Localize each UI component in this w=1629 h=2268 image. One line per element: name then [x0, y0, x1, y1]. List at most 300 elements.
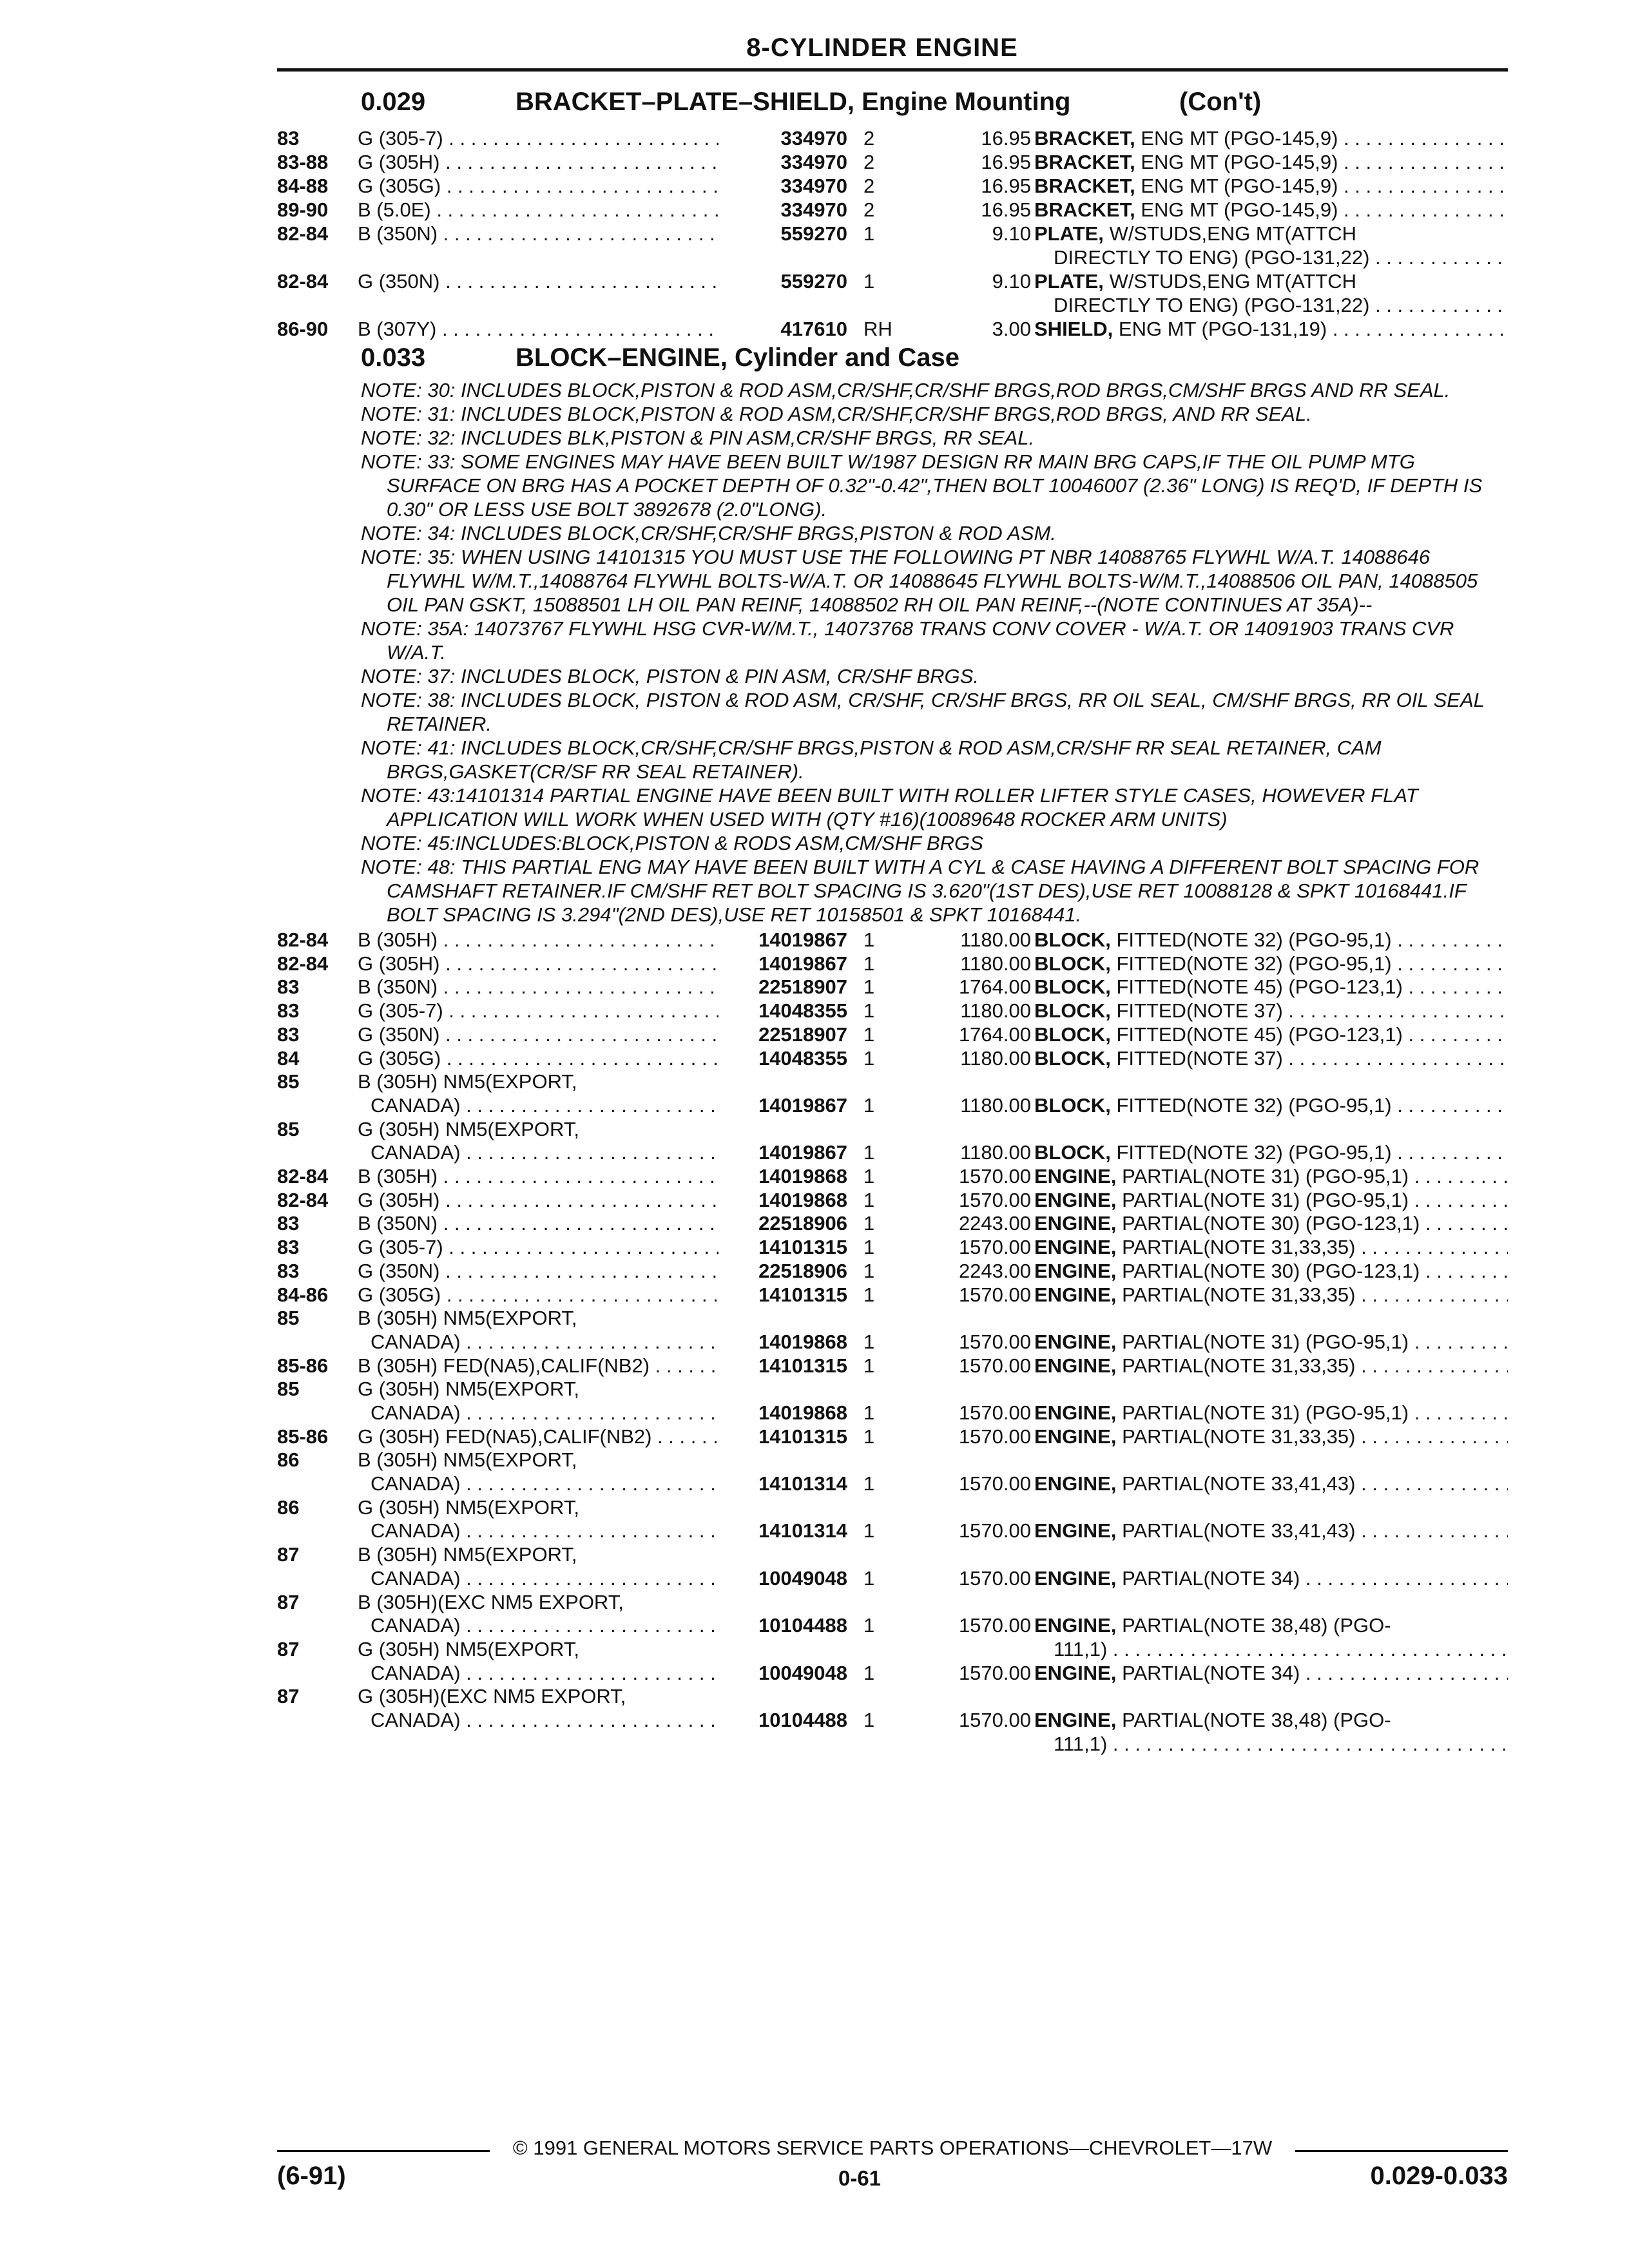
footer-page-number: 0-61	[838, 2166, 882, 2190]
vehicle-model: G (305G) . . .	[358, 1046, 718, 1070]
quantity: 1	[863, 952, 875, 975]
price: 1570.00	[958, 1236, 1031, 1259]
vehicle-model: B (305H) . . .	[358, 1164, 718, 1188]
part-description-text: ENG MT (PGO-145,9)	[1141, 175, 1338, 197]
model-year: 85-86	[277, 1425, 329, 1448]
table-row	[277, 1259, 1508, 1283]
vehicle-model-cont: CANADA) . . .	[371, 1613, 718, 1637]
table-row	[277, 1070, 1508, 1117]
part-description	[1034, 999, 1508, 1023]
table-row	[277, 1235, 1508, 1259]
table-row	[277, 1377, 1508, 1424]
price: 2243.00	[958, 1259, 1031, 1282]
model-year: 86	[277, 1448, 300, 1472]
part-type-keyword: ENGINE,	[1034, 1661, 1117, 1684]
part-type-keyword: ENGINE,	[1034, 1401, 1117, 1424]
note-item: NOTE: 34: INCLUDES BLOCK,CR/SHF,CR/SHF BRGS,PISTON & ROD ASM.	[361, 522, 1056, 544]
table-row	[277, 928, 1508, 952]
part-description	[1034, 1519, 1508, 1542]
vehicle-model: G (305H) NM5(EXPORT,	[358, 1495, 579, 1519]
vehicle-model: B (305H) FED(NA5),CALIF(NB2) . . .	[358, 1354, 718, 1378]
price: 1570.00	[958, 1661, 1031, 1684]
part-type-keyword: BLOCK,	[1034, 1046, 1111, 1070]
part-type-keyword: BRACKET,	[1034, 151, 1135, 173]
part-type-keyword: ENGINE,	[1034, 1259, 1117, 1282]
model-year: 84	[277, 1046, 300, 1070]
part-description-text: PARTIAL(NOTE 33,41,43)	[1122, 1519, 1356, 1542]
table-row	[277, 1023, 1508, 1046]
vehicle-model-cont: CANADA) . . .	[371, 1330, 718, 1354]
price: 16.95	[981, 175, 1031, 197]
part-type-keyword: ENGINE,	[1034, 1519, 1117, 1542]
note-item: NOTE: 30: INCLUDES BLOCK,PISTON & ROD ASM,CR/SHF,CR/SHF BRGS,ROD BRGS,CM/SHF BRGS AND RR SEAL.	[361, 379, 1451, 401]
part-number: 559270	[780, 222, 847, 245]
model-year: 82-84	[277, 952, 329, 975]
part-number: 22518906	[758, 1212, 847, 1235]
note-item: NOTE: 41: INCLUDES BLOCK,CR/SHF,CR/SHF BRGS,PISTON & ROD ASM,CR/SHF RR SEAL RETAINER, CAM BRGS,GASKET(CR/SF RR SEAL RETAINER).	[361, 736, 1382, 783]
quantity: 1	[863, 1354, 875, 1377]
part-description-cont: DIRECTLY TO ENG) (PGO-131,22) . . .	[1054, 293, 1508, 317]
part-description-text: PARTIAL(NOTE 34)	[1122, 1661, 1300, 1684]
vehicle-model: G (305-7) . . .	[358, 126, 718, 150]
model-year: 83	[277, 975, 300, 999]
quantity: 1	[863, 1566, 875, 1590]
table-row	[277, 269, 1508, 317]
quantity: 1	[863, 999, 875, 1023]
part-number: 14019868	[758, 1401, 847, 1424]
part-number: 10104488	[758, 1614, 847, 1637]
price: 1570.00	[958, 1330, 1031, 1353]
model-year: 82-84	[277, 1165, 329, 1187]
price: 1180.00	[960, 1046, 1031, 1070]
price: 1570.00	[958, 1425, 1031, 1448]
part-description-text: PARTIAL(NOTE 31,33,35)	[1122, 1354, 1356, 1377]
part-description-text: PARTIAL(NOTE 30) (PGO-123,1)	[1122, 1259, 1420, 1282]
part-number: 14019867	[758, 952, 847, 975]
price: 1570.00	[958, 1401, 1031, 1424]
part-description-text: W/STUDS,ENG MT(ATTCH	[1109, 270, 1357, 293]
part-type-keyword: BLOCK,	[1034, 975, 1111, 999]
page-title: 8-CYLINDER ENGINE	[746, 34, 1018, 62]
part-number: 14101314	[758, 1472, 847, 1495]
part-description	[1034, 1235, 1508, 1259]
vehicle-model-cont: CANADA) . . .	[371, 1472, 718, 1495]
part-description	[1034, 928, 1508, 952]
quantity: 1	[863, 1046, 875, 1070]
part-description	[1034, 1472, 1508, 1495]
part-description	[1034, 269, 1508, 293]
part-type-keyword: ENGINE,	[1034, 1236, 1117, 1259]
vehicle-model: G (305G) . . .	[358, 1283, 718, 1307]
part-description	[1034, 1164, 1508, 1188]
part-number: 14048355	[758, 1046, 847, 1070]
part-description-text: FITTED(NOTE 37)	[1116, 1046, 1283, 1070]
part-number: 334970	[780, 127, 847, 149]
quantity: 1	[863, 1165, 875, 1187]
vehicle-model-cont: CANADA) . . .	[371, 1093, 718, 1117]
part-number: 14019867	[758, 1141, 847, 1164]
part-type-keyword: ENGINE,	[1034, 1472, 1117, 1495]
quantity: 1	[863, 1023, 875, 1046]
note-item: NOTE: 43:14101314 PARTIAL ENGINE HAVE BEEN BUILT WITH ROLLER LIFTER STYLE CASES, HOWEVER FLAT APPLICATION WILL WORK WHEN USED WITH (QTY #16)(10089648 ROCKER ARM UNITS)	[361, 784, 1418, 831]
vehicle-model: B (305H) NM5(EXPORT,	[358, 1448, 577, 1472]
part-description-text: FITTED(NOTE 32) (PGO-95,1)	[1116, 1141, 1392, 1164]
vehicle-model: B (305H) . . .	[358, 928, 718, 952]
model-year: 87	[277, 1638, 300, 1660]
model-year: 86-90	[277, 318, 329, 340]
part-description-text: FITTED(NOTE 45) (PGO-123,1)	[1116, 975, 1403, 999]
vehicle-model: B (350N) . . .	[358, 975, 718, 999]
table-row	[277, 975, 1508, 999]
part-number: 14019868	[758, 1330, 847, 1353]
vehicle-model: G (305-7) . . .	[358, 1235, 718, 1259]
note-item: NOTE: 48: THIS PARTIAL ENG MAY HAVE BEEN BUILT WITH A CYL & CASE HAVING A DIFFERENT BOLT SPACING FOR CAMSHAFT RETAINER.IF CM/SHF RET BOLT SPACING IS 3.620"(1ST DES),USE RET 10088128 & SPKT 10168441.IF BOLT SPACING IS 3.294"(2ND DES),USE RET 10158501 & SPKT 10168441.	[361, 856, 1480, 926]
note-item: NOTE: 31: INCLUDES BLOCK,PISTON & ROD ASM,CR/SHF,CR/SHF BRGS,ROD BRGS, AND RR SEAL.	[361, 403, 1312, 425]
model-year: 86	[277, 1495, 300, 1519]
vehicle-model: G (305H) FED(NA5),CALIF(NB2) . . .	[358, 1425, 718, 1448]
quantity: 1	[863, 1141, 875, 1164]
part-number: 22518907	[758, 1023, 847, 1046]
quantity: 2	[863, 151, 875, 173]
model-year: 85	[277, 1307, 300, 1330]
vehicle-model: G (305H) . . .	[358, 1188, 718, 1212]
footer-copyright: © 1991 GENERAL MOTORS SERVICE PARTS OPERATIONS—CHEVROLET—17W	[512, 2137, 1273, 2159]
model-year: 85-86	[277, 1354, 329, 1377]
vehicle-model: G (350N) . . .	[358, 1023, 718, 1046]
price: 1180.00	[960, 999, 1031, 1023]
part-description-cont: 111,1) . . .	[1054, 1637, 1508, 1661]
vehicle-model-cont: CANADA) . . .	[371, 1519, 718, 1542]
part-number: 14019868	[758, 1188, 847, 1211]
vehicle-model: G (305H) NM5(EXPORT,	[358, 1378, 579, 1401]
quantity: 2	[863, 127, 875, 149]
part-description	[1034, 952, 1508, 975]
model-year: 87	[277, 1685, 300, 1708]
part-description	[1034, 1566, 1508, 1590]
quantity: 1	[863, 1236, 875, 1259]
quantity: 1	[863, 1519, 875, 1542]
quantity: 2	[863, 175, 875, 197]
part-description-text: PARTIAL(NOTE 38,48) (PGO-	[1122, 1614, 1391, 1637]
part-type-keyword: PLATE,	[1034, 270, 1104, 293]
section-heading-0033	[361, 343, 1508, 376]
table-row	[277, 1448, 1508, 1495]
part-description-text: FITTED(NOTE 37)	[1116, 999, 1283, 1023]
header-rule	[277, 68, 1508, 72]
part-description	[1034, 1401, 1508, 1425]
part-description-text: PARTIAL(NOTE 31,33,35)	[1122, 1283, 1356, 1306]
part-description	[1034, 1023, 1508, 1046]
vehicle-model: G (305H) . . .	[358, 952, 718, 975]
price: 16.95	[981, 127, 1031, 149]
part-type-keyword: BRACKET,	[1034, 175, 1135, 197]
part-type-keyword: ENGINE,	[1034, 1188, 1117, 1211]
table-row	[277, 1211, 1508, 1235]
vehicle-model: B (305H) NM5(EXPORT,	[358, 1543, 577, 1566]
model-year: 82-84	[277, 270, 329, 293]
part-type-keyword: ENGINE,	[1034, 1165, 1117, 1187]
part-type-keyword: BRACKET,	[1034, 198, 1135, 221]
table-row	[277, 126, 1508, 150]
price: 1570.00	[958, 1614, 1031, 1637]
part-description-text: PARTIAL(NOTE 31) (PGO-95,1)	[1122, 1165, 1409, 1187]
part-type-keyword: SHIELD,	[1034, 318, 1113, 340]
part-number: 14019867	[758, 1093, 847, 1117]
footer-rule-right	[1295, 2150, 1508, 2152]
vehicle-model: B (305H) NM5(EXPORT,	[358, 1307, 577, 1330]
note-item: NOTE: 33: SOME ENGINES MAY HAVE BEEN BUILT W/1987 DESIGN RR MAIN BRG CAPS,IF THE OIL PUMP MTG SURFACE ON BRG HAS A POCKET DEPTH OF 0.32"-0.42",THEN BOLT 10046007 (2.36" LONG) IS REQ'D, IF DEPTH IS 0.30" OR LESS USE BOLT 3892678 (2.0"LONG).	[361, 450, 1483, 521]
vehicle-model: G (350N) . . .	[358, 269, 718, 293]
part-number: 10104488	[758, 1709, 847, 1732]
part-description	[1034, 1188, 1508, 1212]
part-number: 14019868	[758, 1165, 847, 1187]
part-description	[1034, 222, 1508, 245]
part-number: 14048355	[758, 999, 847, 1023]
part-type-keyword: ENGINE,	[1034, 1709, 1117, 1732]
part-description	[1034, 317, 1508, 341]
vehicle-model: B (305H)(EXC NM5 EXPORT,	[358, 1590, 624, 1613]
part-description	[1034, 975, 1508, 999]
model-year: 85	[277, 1070, 300, 1093]
part-description	[1034, 1613, 1508, 1637]
table-row	[277, 1164, 1508, 1188]
table-row	[277, 1637, 1508, 1684]
price: 9.10	[992, 270, 1031, 293]
vehicle-model: G (305G) . . .	[358, 174, 718, 198]
part-description	[1034, 1661, 1508, 1685]
quantity: 1	[863, 1709, 875, 1732]
part-description	[1034, 1093, 1508, 1117]
quantity: 2	[863, 198, 875, 221]
part-description-text: PARTIAL(NOTE 34)	[1122, 1566, 1300, 1590]
part-description-text: PARTIAL(NOTE 31,33,35)	[1122, 1425, 1356, 1448]
part-description-text: PARTIAL(NOTE 30) (PGO-123,1)	[1122, 1212, 1420, 1235]
price: 9.10	[992, 222, 1031, 245]
price: 3.00	[992, 318, 1031, 340]
model-year: 83	[277, 1236, 300, 1259]
model-year: 85	[277, 1117, 300, 1140]
table-row	[277, 1306, 1508, 1353]
quantity: 1	[863, 1472, 875, 1495]
part-description	[1034, 1046, 1508, 1070]
vehicle-model-cont: CANADA) . . .	[371, 1566, 718, 1590]
part-type-keyword: ENGINE,	[1034, 1614, 1117, 1637]
part-number: 22518906	[758, 1259, 847, 1282]
section-title: BLOCK–ENGINE, Cylinder and Case	[516, 343, 960, 372]
price: 1764.00	[958, 1023, 1031, 1046]
price: 1764.00	[958, 975, 1031, 999]
part-description	[1034, 1259, 1508, 1283]
vehicle-model-cont: CANADA) . . .	[371, 1661, 718, 1685]
table-row	[277, 1684, 1508, 1755]
table-row	[277, 1425, 1508, 1448]
note-item: NOTE: 37: INCLUDES BLOCK, PISTON & PIN ASM, CR/SHF BRGS.	[361, 665, 979, 687]
part-type-keyword: BLOCK,	[1034, 952, 1111, 975]
part-description-text: FITTED(NOTE 32) (PGO-95,1)	[1116, 928, 1392, 951]
price: 2243.00	[958, 1212, 1031, 1235]
note-item: NOTE: 38: INCLUDES BLOCK, PISTON & ROD ASM, CR/SHF, CR/SHF BRGS, RR OIL SEAL, CM/SHF BRGS, RR OIL SEAL RETAINER.	[361, 689, 1485, 735]
table-row	[277, 1495, 1508, 1542]
quantity: RH	[863, 318, 892, 340]
part-description-text: FITTED(NOTE 32) (PGO-95,1)	[1116, 1093, 1392, 1117]
part-description-cont: DIRECTLY TO ENG) (PGO-131,22) . . .	[1054, 245, 1508, 269]
part-type-keyword: PLATE,	[1034, 222, 1104, 245]
quantity: 1	[863, 1283, 875, 1306]
section-continued-label: (Con't)	[1179, 88, 1262, 116]
table-row	[277, 1354, 1508, 1378]
part-type-keyword: ENGINE,	[1034, 1566, 1117, 1590]
model-year: 87	[277, 1543, 300, 1566]
part-description-text: PARTIAL(NOTE 31,33,35)	[1122, 1236, 1356, 1259]
part-number: 14101315	[758, 1354, 847, 1377]
price: 1180.00	[960, 1093, 1031, 1117]
quantity: 1	[863, 1330, 875, 1353]
table-row	[277, 952, 1508, 975]
model-year: 83	[277, 1212, 300, 1235]
part-description-cont: 111,1) . . .	[1054, 1732, 1508, 1756]
part-type-keyword: BRACKET,	[1034, 127, 1135, 149]
part-description	[1034, 126, 1508, 150]
footer-section-range: 0.029-0.033	[1370, 2162, 1508, 2190]
quantity: 1	[863, 1093, 875, 1117]
table-row	[277, 1117, 1508, 1164]
quantity: 1	[863, 975, 875, 999]
price: 16.95	[981, 151, 1031, 173]
part-description-text: FITTED(NOTE 45) (PGO-123,1)	[1116, 1023, 1403, 1046]
part-description	[1034, 1283, 1508, 1307]
part-description-text: ENG MT (PGO-131,19)	[1118, 318, 1327, 340]
part-description-text: FITTED(NOTE 32) (PGO-95,1)	[1116, 952, 1392, 975]
note-item: NOTE: 32: INCLUDES BLK,PISTON & PIN ASM,CR/SHF BRGS, RR SEAL.	[361, 427, 1035, 449]
model-year: 83	[277, 1023, 300, 1046]
table-row	[277, 198, 1508, 222]
part-number: 22518907	[758, 975, 847, 999]
part-number: 417610	[780, 318, 847, 340]
part-description	[1034, 1708, 1508, 1732]
price: 1570.00	[958, 1709, 1031, 1732]
part-type-keyword: BLOCK,	[1034, 1093, 1111, 1117]
model-year: 83-88	[277, 151, 329, 173]
part-type-keyword: BLOCK,	[1034, 1141, 1111, 1164]
table-row	[277, 317, 1508, 341]
price: 16.95	[981, 198, 1031, 221]
vehicle-model-cont: CANADA) . . .	[371, 1708, 718, 1732]
model-year: 82-84	[277, 222, 329, 245]
part-description-text: W/STUDS,ENG MT(ATTCH	[1109, 222, 1357, 245]
vehicle-model: B (5.0E) . . .	[358, 198, 718, 222]
notes-block	[361, 378, 1508, 927]
quantity: 1	[863, 928, 875, 951]
vehicle-model: G (305H)(EXC NM5 EXPORT,	[358, 1685, 626, 1708]
part-type-keyword: ENGINE,	[1034, 1425, 1117, 1448]
part-number: 10049048	[758, 1661, 847, 1684]
part-type-keyword: ENGINE,	[1034, 1330, 1117, 1353]
part-description	[1034, 1330, 1508, 1354]
note-item: NOTE: 35: WHEN USING 14101315 YOU MUST USE THE FOLLOWING PT NBR 14088765 FLYWHL W/A.T. 14088646 FLYWHL W/M.T.,14088764 FLYWHL BOLTS-W/A.T. OR 14088645 FLYWHL BOLTS-W/M.T.,14088506 OIL PAN, 14088505 OIL PAN GSKT, 15088501 LH OIL PAN REINF, 14088502 RH OIL PAN REINF,--(NOTE CONTINUES AT 35A)--	[361, 546, 1478, 616]
part-type-keyword: ENGINE,	[1034, 1354, 1117, 1377]
vehicle-model: B (350N) . . .	[358, 222, 718, 245]
table-row	[277, 150, 1508, 174]
part-number: 10049048	[758, 1566, 847, 1590]
part-type-keyword: BLOCK,	[1034, 928, 1111, 951]
part-number: 559270	[780, 270, 847, 293]
table-row	[277, 174, 1508, 198]
table-row	[277, 1542, 1508, 1590]
quantity: 1	[863, 1425, 875, 1448]
part-number: 14101315	[758, 1236, 847, 1259]
part-description-text: PARTIAL(NOTE 31) (PGO-95,1)	[1122, 1330, 1409, 1353]
quantity: 1	[863, 1614, 875, 1637]
part-description-text: ENG MT (PGO-145,9)	[1141, 198, 1338, 221]
part-description	[1034, 150, 1508, 174]
vehicle-model-cont: CANADA) . . .	[371, 1140, 718, 1164]
quantity: 1	[863, 1401, 875, 1424]
model-year: 82-84	[277, 928, 329, 951]
vehicle-model: G (305H) NM5(EXPORT,	[358, 1117, 579, 1140]
section-title: BRACKET–PLATE–SHIELD, Engine Mounting	[516, 88, 1071, 116]
price: 1570.00	[958, 1566, 1031, 1590]
quantity: 1	[863, 1661, 875, 1684]
part-description	[1034, 198, 1508, 222]
part-description-text: ENG MT (PGO-145,9)	[1141, 127, 1338, 149]
quantity: 1	[863, 222, 875, 245]
price: 1180.00	[960, 1141, 1031, 1164]
note-item: NOTE: 35A: 14073767 FLYWHL HSG CVR-W/M.T., 14073768 TRANS CONV COVER - W/A.T. OR 14091903 TRANS CVR W/A.T.	[361, 617, 1454, 664]
part-number: 14101315	[758, 1425, 847, 1448]
quantity: 1	[863, 1212, 875, 1235]
part-number: 14101314	[758, 1519, 847, 1542]
section-heading-0029	[361, 88, 1508, 120]
vehicle-model-cont: CANADA) . . .	[371, 1401, 718, 1425]
table-row	[277, 1188, 1508, 1212]
part-type-keyword: BLOCK,	[1034, 999, 1111, 1023]
part-description	[1034, 1354, 1508, 1378]
quantity: 1	[863, 1188, 875, 1211]
part-type-keyword: ENGINE,	[1034, 1283, 1117, 1306]
part-description	[1034, 1140, 1508, 1164]
part-description-text: PARTIAL(NOTE 31) (PGO-95,1)	[1122, 1401, 1409, 1424]
part-type-keyword: BLOCK,	[1034, 1023, 1111, 1046]
part-description	[1034, 1211, 1508, 1235]
price: 1180.00	[960, 952, 1031, 975]
footer-revision-date: (6-91)	[277, 2162, 346, 2190]
part-number: 14101315	[758, 1283, 847, 1306]
section-number: 0.033	[361, 343, 426, 372]
price: 1570.00	[958, 1519, 1031, 1542]
vehicle-model: G (305H) . . .	[358, 150, 718, 174]
model-year: 83	[277, 127, 300, 149]
price: 1570.00	[958, 1283, 1031, 1306]
part-number: 14019867	[758, 928, 847, 951]
part-number: 334970	[780, 175, 847, 197]
model-year: 83	[277, 999, 300, 1023]
model-year: 89-90	[277, 198, 329, 221]
table-row	[277, 1046, 1508, 1070]
part-number: 334970	[780, 151, 847, 173]
part-description-text: PARTIAL(NOTE 33,41,43)	[1122, 1472, 1356, 1495]
quantity: 1	[863, 270, 875, 293]
model-year: 87	[277, 1590, 300, 1613]
model-year: 84-86	[277, 1283, 329, 1306]
model-year: 82-84	[277, 1188, 329, 1211]
table-row	[277, 222, 1508, 269]
table-row	[277, 999, 1508, 1023]
vehicle-model: G (350N) . . .	[358, 1259, 718, 1283]
table-row	[277, 1283, 1508, 1307]
price: 1180.00	[960, 928, 1031, 951]
vehicle-model: G (305H) NM5(EXPORT,	[358, 1638, 579, 1660]
vehicle-model: G (305-7) . . .	[358, 999, 718, 1023]
